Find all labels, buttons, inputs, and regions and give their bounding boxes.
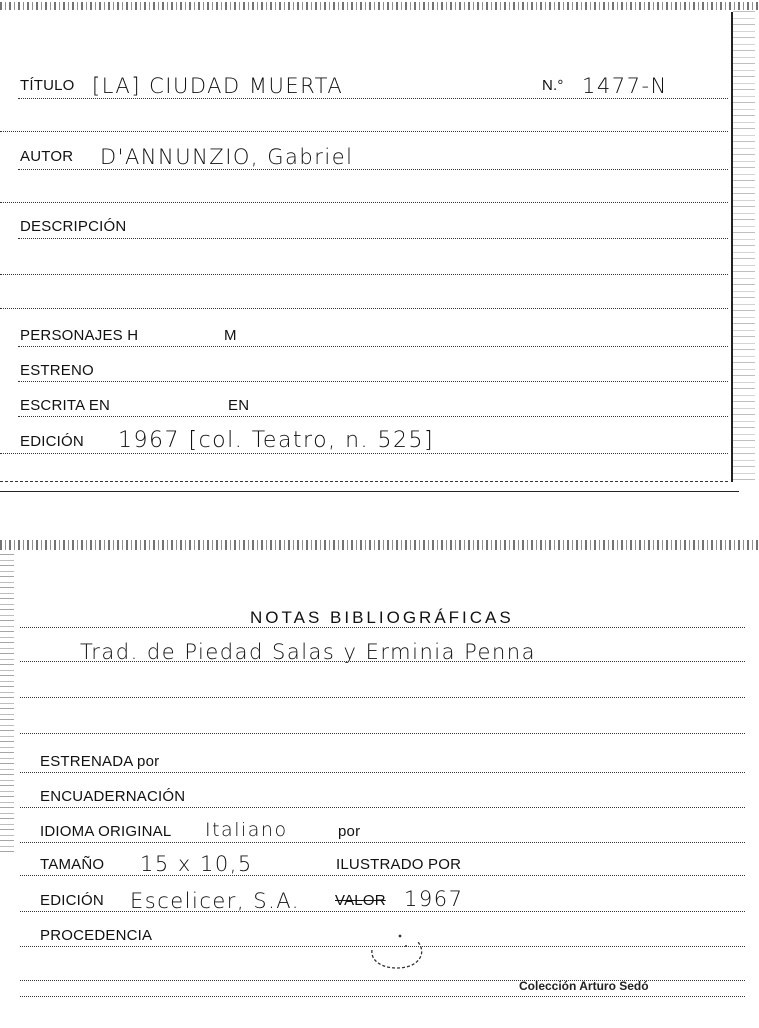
- estrenada-label: ESTRENADA por: [40, 753, 160, 770]
- blank-rule-4: [0, 308, 728, 309]
- notas-rule-3: [20, 733, 745, 734]
- numero-value: 1477-N: [582, 74, 668, 98]
- idioma-value: Italiano: [205, 819, 288, 841]
- edicion-rule: [0, 453, 728, 454]
- edicion-back-rule: [20, 911, 745, 912]
- titulo-label: TÍTULO: [20, 77, 75, 94]
- edicion-back-label: EDICIÓN: [40, 892, 104, 909]
- valor-value: 1967: [404, 887, 464, 911]
- estreno-rule: [18, 381, 728, 382]
- encuadernacion-rule: [20, 807, 745, 808]
- tamano-value: 15 x 10,5: [140, 852, 253, 876]
- ink-stamp-mark: [362, 928, 432, 976]
- edicion-label: EDICIÓN: [20, 433, 84, 450]
- autor-rule: [18, 169, 728, 170]
- estrenada-rule: [20, 772, 745, 773]
- estreno-label: ESTRENO: [20, 362, 94, 379]
- card-top-edge: [0, 540, 759, 550]
- footer-rule: [20, 996, 745, 997]
- card-left-edge-noise: [0, 552, 14, 852]
- idioma-label: IDIOMA ORIGINAL: [40, 823, 172, 840]
- catalog-card-front: [0, 0, 759, 495]
- collection-footer: Colección Arturo Sedó: [519, 979, 649, 993]
- descripcion-label: DESCRIPCIÓN: [20, 218, 127, 235]
- edicion-value: 1967 [col. Teatro, n. 525]: [118, 428, 435, 453]
- personajes-rule: [18, 346, 728, 347]
- card-bottom-border: [0, 491, 739, 492]
- escrita-en-label: EN: [228, 397, 250, 414]
- card-top-edge: [0, 2, 759, 10]
- edicion-back-value: Escelicer, S.A.: [130, 889, 300, 913]
- idioma-rule: [20, 842, 745, 843]
- blank-rule-5: [0, 481, 728, 482]
- titulo-value: [LA] CIUDAD MUERTA: [92, 74, 344, 98]
- escrita-label: ESCRITA EN: [20, 397, 111, 414]
- encuadernacion-label: ENCUADERNACIÓN: [40, 788, 186, 805]
- notas-rule-2: [20, 697, 745, 698]
- autor-value: D'ANNUNZIO, Gabriel: [100, 145, 354, 169]
- personajes-m-label: M: [224, 327, 237, 344]
- numero-label: N.°: [542, 77, 564, 94]
- descripcion-rule: [18, 238, 728, 239]
- notas-rule-1: [20, 661, 745, 662]
- personajes-label: PERSONAJES H: [20, 327, 139, 344]
- tamano-label: TAMAÑO: [40, 856, 105, 873]
- blank-rule-3: [0, 274, 728, 275]
- autor-label: AUTOR: [20, 148, 74, 165]
- notas-line-1: Trad. de Piedad Salas y Erminia Penna: [80, 640, 536, 664]
- notas-heading-rule: [20, 627, 745, 628]
- ilustrado-label: ILUSTRADO POR: [336, 856, 462, 873]
- card-right-border: [731, 12, 733, 482]
- por-label: por: [338, 823, 361, 840]
- catalog-card-back: [0, 540, 759, 1028]
- notas-heading: NOTAS BIBLIOGRÁFICAS: [250, 608, 514, 627]
- blank-rule-1: [0, 131, 728, 132]
- blank-rule-2: [0, 202, 728, 203]
- tamano-rule: [20, 875, 745, 876]
- procedencia-label: PROCEDENCIA: [40, 927, 153, 944]
- titulo-rule: [18, 98, 728, 99]
- valor-label: VALOR: [335, 892, 386, 909]
- escrita-rule: [18, 416, 728, 417]
- card-right-edge-noise: [733, 10, 755, 480]
